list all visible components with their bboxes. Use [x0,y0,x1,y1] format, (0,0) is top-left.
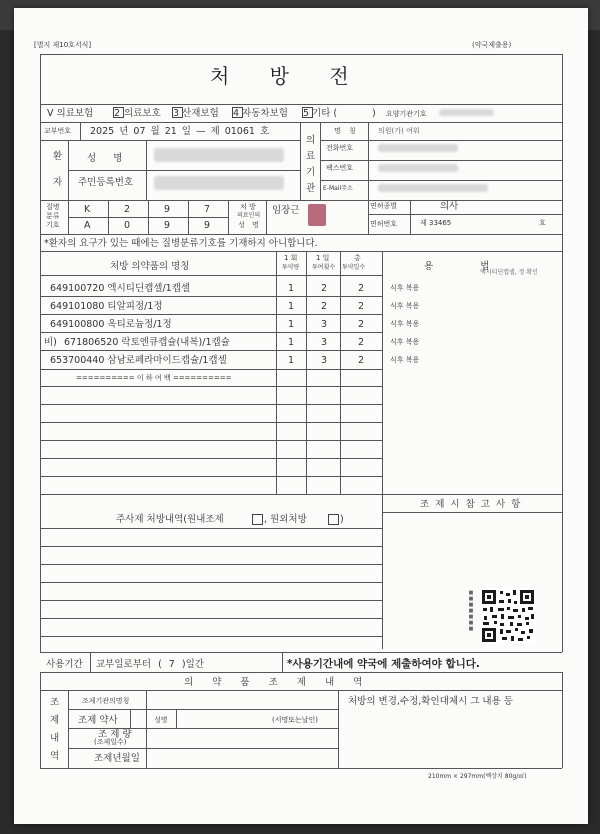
row-divider [40,546,382,547]
drug-row-4-days: 2 [358,337,365,348]
divider [320,122,321,200]
drug-row-5-usage: 식후 복용 [390,356,420,364]
disease-code-2-4: 9 [204,220,211,231]
row-divider [40,296,382,297]
row-divider [40,332,382,333]
institution-label-4: 관 [306,183,316,194]
drug-row-1-days: 2 [358,283,365,294]
redacted-code [439,109,494,116]
drug-row-5-name: 653700440 삼남로페라마이드캡슐/1캡셀 [50,355,227,366]
insurance-type-2: 2 의료보호 [114,108,161,119]
institution-label-1: 의 [306,135,316,146]
dispensing-header: 의 약 품 조 제 내 역 [184,677,363,688]
email-label: E-Mail주소 [323,185,353,192]
outside-checkbox [328,514,339,525]
drug-row-4-daily: 3 [321,337,328,348]
divider [320,160,562,161]
divider [40,140,300,141]
usage-note: 엑시티딘캡셀, 정 확인 [480,269,538,276]
drug-row-3-usage: 식후 복용 [390,320,420,328]
paper-size-note: 210mm × 297mm(백상지 80g/㎡) [428,773,527,780]
divider [228,200,229,234]
divider [266,200,267,234]
divider [188,200,189,234]
divider [368,200,369,234]
drug-row-2-daily: 2 [321,301,328,312]
drug-row-1-name: 649100720 엑시티딘캡셀/1캡셀 [50,283,191,294]
redacted-fax [378,164,458,172]
divider [80,122,81,140]
frame-right [562,54,563,652]
divider [40,251,562,252]
issue-label: 교부번호 [44,127,72,135]
drug-row-5-dose: 1 [288,355,295,366]
dispense-side-1: 조 [50,697,60,708]
insurance-type-3: 3 산재보험 [173,108,219,119]
col-dose-1: 1 회 [284,254,298,262]
pharmacist-name-label: 성명 [154,716,168,724]
divider [146,690,147,768]
drug-row-4-usage: 식후 복용 [390,338,420,346]
divider [90,652,91,672]
drug-row-2-usage: 식후 복용 [390,302,420,310]
divider [68,170,300,171]
frame-left-lower [40,672,41,768]
document-title: 처 방 전 [210,64,351,88]
usage-period-label: 사용기간 [46,659,83,670]
disease-code-1-4: 7 [204,204,211,215]
divider [40,234,562,235]
prescriber-name-label: 성 명 [238,221,259,229]
dispensing-reference-label: 조 제 시 참 고 사 항 [420,499,521,510]
insurance-type-1: V 의료보험 [47,108,94,119]
dispense-side-3: 내 [50,733,60,744]
in-house-checkbox [252,514,263,525]
patient-group-label: 환 [53,151,63,162]
row-divider [40,476,382,477]
frame-left [40,54,41,652]
frame-right-lower [562,672,563,768]
license-kind-label: 면허종별 [370,202,398,210]
drug-row-2-name: 649101080 티알피정/1정 [50,301,163,312]
form-number: [별지 제10호서식] [34,41,92,49]
row-divider [40,564,382,565]
drug-row-1-usage: 식후 복용 [390,284,420,292]
usage-period-notice: *사용기간내에 약국에 제출하여야 합니다. [287,658,480,670]
prescriber-sub-label: 의료인의 [237,212,261,219]
pharmacy-copy-label: (약국제출용) [472,41,512,49]
row-divider [40,404,382,405]
drug-row-1-daily: 2 [321,283,328,294]
redacted-patient-name [154,148,284,162]
frame-top [40,54,562,55]
patient-group-label-2: 자 [53,177,63,188]
row-divider [40,618,382,619]
drug-row-4-name: 671806520 락토엔큐캡슐(내복)/1캡슐 [64,337,230,348]
prescriber-label: 처 방 [240,203,256,211]
end-of-list-mark: ========== 이 하 여 백 ========== [76,374,232,382]
license-kind-value: 의사 [440,201,459,212]
disease-code-2-1: A [84,220,91,231]
amount-label-1: 조 제 량 [98,729,132,740]
col-days-2: 투약일수 [342,264,366,271]
row-divider [40,422,382,423]
institution-name-value: 의원(가) 여워 [378,127,420,135]
disease-code-notice: *환자의 요구가 있는 때에는 질병분류기호를 기재하지 아니합니다. [44,238,318,249]
change-note: 처방의 변경,수정,확인대체시 그 내용 등 [348,696,513,707]
row-divider [40,582,382,583]
drug-row-5-days: 2 [358,355,365,366]
drug-row-3-daily: 3 [321,319,328,330]
drug-row-2-dose: 1 [288,301,295,312]
phone-label: 전화번호 [326,144,354,152]
insurance-type-5: 5 기타 ( [303,108,338,119]
drug-row-2-days: 2 [358,301,365,312]
row-divider [40,600,382,601]
divider [368,214,562,215]
injection-mid-label: , 원외처방 [264,514,307,525]
redacted-phone [378,144,458,152]
row-divider [40,458,382,459]
license-no-suffix: 호 [539,219,546,227]
col-usage: 용 법 [424,261,490,272]
col-dose-2: 투약량 [282,264,300,271]
divider [68,748,338,749]
injection-close: ) [340,514,344,525]
qr-code [480,588,536,644]
signature-hint: (서명또는날인) [272,716,319,724]
col-days-1: 총 [354,254,361,262]
disease-label-2: 분류 [46,212,60,220]
drug-row-3-dose: 1 [288,319,295,330]
divider [40,690,562,691]
fax-label: 팩스번호 [326,164,354,172]
institution-label-3: 기 [306,167,316,178]
insurance-close: ) [372,108,376,119]
doctor-seal-stamp [308,204,326,226]
divider [68,690,69,768]
license-no-label: 면허번호 [370,220,398,228]
prescription-paper [14,8,588,824]
row-divider [40,528,382,529]
insurance-type-4: 4 자동차보험 [233,108,288,119]
disease-label-3: 기호 [46,221,60,229]
frame-bottom [40,768,562,769]
divider [410,200,411,234]
redacted-rrn [154,176,284,190]
dispense-side-2: 제 [50,715,60,726]
row-divider [40,386,382,387]
row-divider [40,314,382,315]
disease-label-1: 질병 [46,203,60,211]
license-no-value: 제 33465 [420,219,452,227]
row-divider [40,636,382,637]
pharmacy-name-label: 조제기관의명칭 [82,697,130,705]
institution-name-label: 명 칭 [334,127,356,135]
qr-caption: ■■■■■■■ [468,590,474,632]
dispense-side-4: 역 [50,751,60,762]
disease-code-1-3: 9 [164,204,171,215]
drug-row-1-dose: 1 [288,283,295,294]
divider [382,512,562,513]
column-divider [382,251,383,649]
row-divider [40,440,382,441]
redacted-email [378,184,488,192]
disease-code-1-1: K [84,204,91,215]
col-daily-2: 투여횟수 [312,264,336,271]
row-divider [40,350,382,351]
divider [108,200,109,234]
drug-row-4-prefix: 비) [44,337,57,348]
institution-label-2: 료 [306,151,316,162]
divider [68,709,338,710]
amount-label-2: (조제일수) [94,738,127,746]
dispense-date-label: 조제년월일 [94,753,140,764]
row-divider [40,494,562,495]
divider [40,200,562,201]
drug-row-4-dose: 1 [288,337,295,348]
usage-period-text: 교부일로부터 ( 7 )일간 [96,659,204,670]
divider [40,104,562,105]
disease-code-2-3: 9 [164,220,171,231]
divider [40,652,562,653]
patient-rrn-label: 주민등록번호 [78,177,134,188]
col-drug-name: 처방 의약품의 명칭 [110,261,190,272]
issue-date: 2025 년 07 월 21 일 — 제 01061 호 [90,126,270,137]
divider [282,652,283,672]
divider [130,709,131,728]
divider [320,140,562,141]
drug-row-5-daily: 3 [321,355,328,366]
pharmacist-label: 조제 약사 [78,715,118,726]
drug-row-3-days: 2 [358,319,365,330]
divider [368,122,369,200]
row-divider [40,369,382,370]
divider [300,122,301,200]
disease-code-1-2: 2 [124,204,131,215]
table-header-bottom [40,275,382,276]
drug-row-3-name: 649100800 옥티로늄정/1정 [50,319,172,330]
prescriber-name: 임장근 [272,205,300,216]
disease-code-2-2: 0 [124,220,131,231]
col-daily-1: 1 일 [316,254,330,262]
divider [338,690,339,768]
patient-name-label: 성 명 [87,153,123,164]
institution-code-label: 요양기관기호 [386,110,427,118]
injection-label: 주사제 처방내역(원내조제 [116,514,224,525]
divider [176,709,177,728]
divider [148,200,149,234]
divider [320,180,562,181]
divider [40,672,562,673]
divider [40,122,562,123]
